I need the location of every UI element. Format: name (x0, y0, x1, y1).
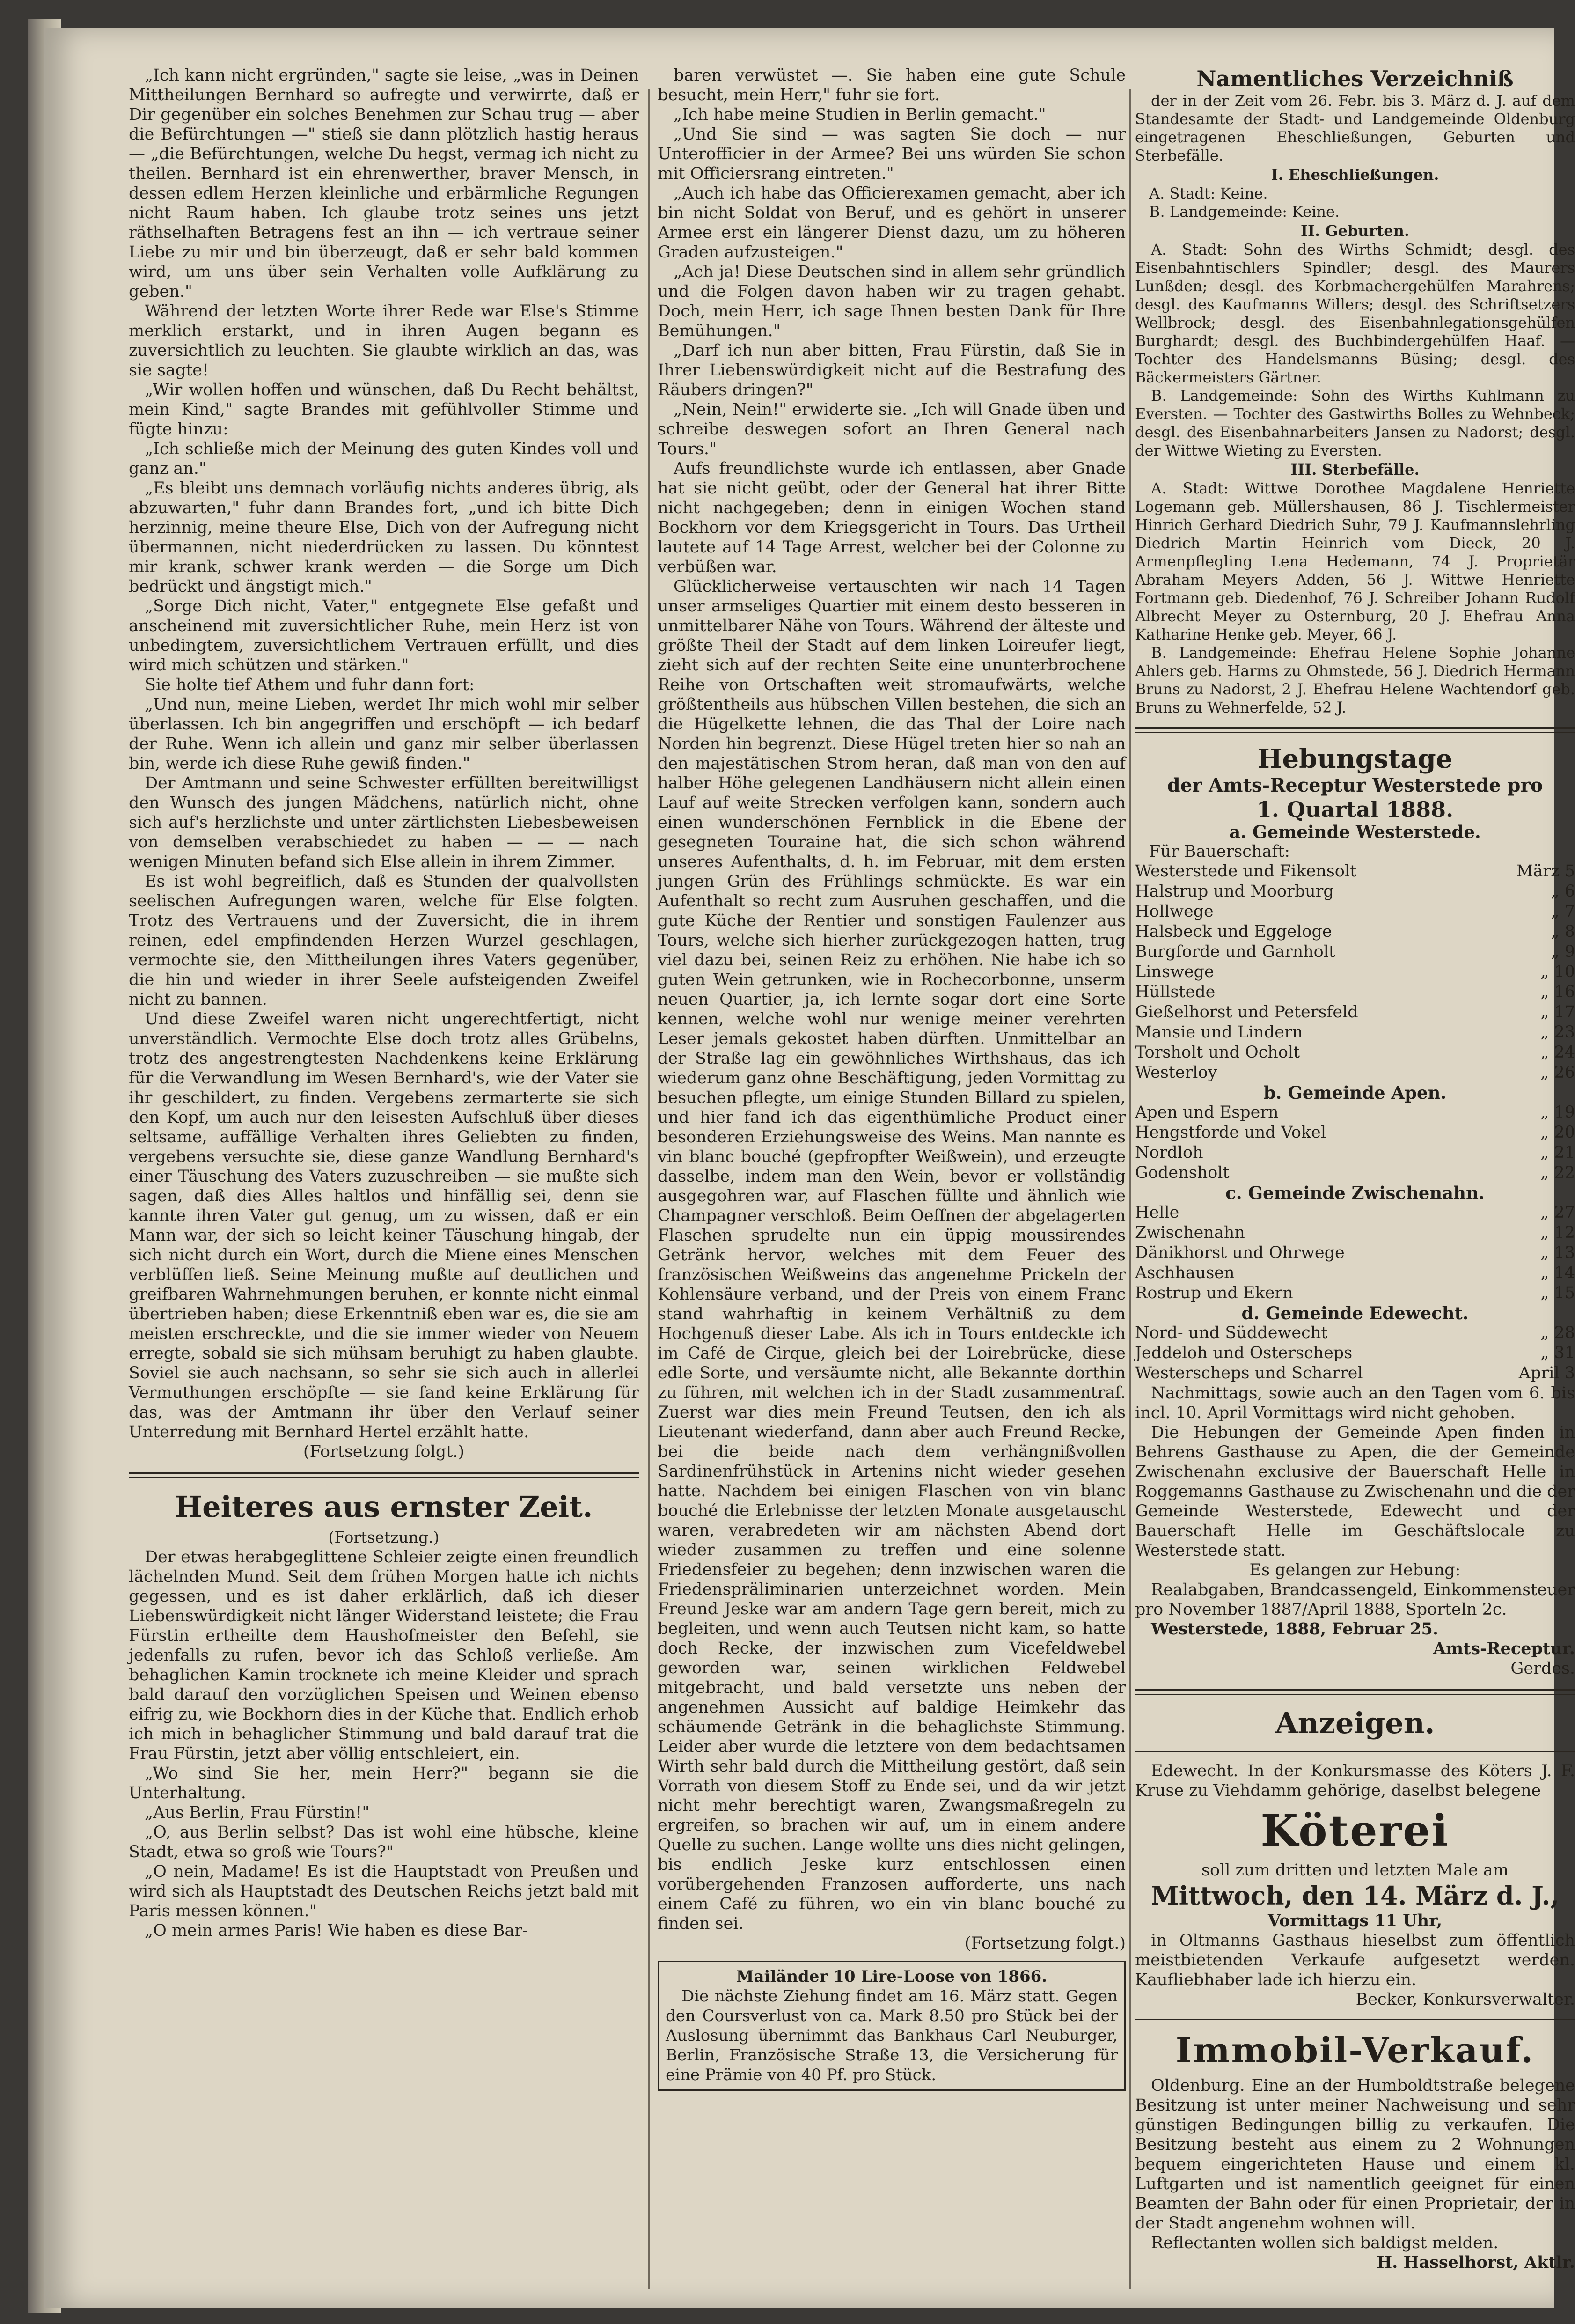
hebung-row-name: Hengstforde und Vokel (1135, 1123, 1326, 1142)
hebung-row-name: Mansie und Lindern (1135, 1023, 1303, 1042)
register-entry: A. Stadt: Sohn des Wirths Schmidt; desgl. des Eisenbahntischlers Spindler; desgl. des Maurers Lunßden; desgl. des Korbmachergehülfen Marahrens; desgl. des Kaufmanns Willers; desgl. des Schriftsetzers Wellbrock; desgl. des Eisenbahnlegationsgehülfen Burghardt; desgl. des Buchbindergehülfen Haaf. — Tochter des Handelsmanns Büsing; desgl. des Bäckermeisters Gärtner. (1135, 241, 1575, 386)
heiteres-paragraph: „Darf ich nun aber bitten, Frau Fürstin, daß Sie in Ihrer Liebenswürdigkeit nicht auf die Bestrafung des Räubers dringen?" (658, 341, 1126, 399)
hebung-row (1135, 942, 1575, 962)
hebung-note: Die Hebungen der Gemeinde Apen finden in Behrens Gasthause zu Apen, die der Gemeinde Zwischenahn exclusive der Bauerschaft Helle in Roggemanns Gasthause zu Zwischenahn und die der Gemeinde Westerstede, Edewecht und der Bauerschaft Helle im Geschäftslocale zu Westerstede statt. (1135, 1423, 1575, 1560)
story-paragraph: „Und nun, meine Lieben, werdet Ihr mich wohl mir selber überlassen. Ich bin angegriffen und erschöpft — ich bedarf der Ruhe. Wenn ich allein und ganz mir selber überlassen bin, werde ich diese Ruhe gewiß finden." (129, 695, 639, 773)
register-section-heading: I. Eheschließungen. (1271, 166, 1439, 184)
hebung-row (1135, 1043, 1575, 1063)
hebung-row-name: Helle (1135, 1203, 1179, 1222)
hebung-row-date: „ 16 (1540, 983, 1575, 1001)
lottery-text: Die nächste Ziehung findet am 16. März statt. Gegen den Coursverlust von ca. Mark 8.50 pro Stück bei der Auslosung übernimmt das Bankhaus Carl Neuburger, Berlin, Französische Straße 13, die Versicherung für eine Prämie von 40 Pf. pro Stück. (666, 1987, 1118, 2084)
hebung-group-heading: c. Gemeinde Zwischenahn. (1225, 1183, 1485, 1203)
koeterei-text: in Oltmanns Gasthaus hieselbst zum öffentlich meistbietenden Verkaufe aufgesetzt werden. Kaufliebhaber lade ich hierzu ein. (1135, 1931, 1575, 1989)
hebung-row (1135, 1223, 1575, 1243)
story-paragraph: „Ich schließe mich der Meinung des guten Kindes voll und ganz an." (129, 440, 639, 478)
register-entry: B. Landgemeinde: Keine. (1149, 203, 1340, 221)
hebung-row-name: Apen und Espern (1135, 1103, 1279, 1122)
hebung-row-name: Aschhausen (1135, 1264, 1235, 1282)
hebung-row-date: „ 7 (1551, 902, 1575, 921)
anzeigen-title: Anzeigen. (1275, 1706, 1435, 1740)
story-paragraph: Es ist wohl begreiflich, daß es Stunden der qualvollsten seelischen Aufregungen waren, welche für Else folgten. Trotz des Vertrauens und der Zuversicht, die in ihrem reinen, edel empfindenden Herzen Wurzel geschlagen, vermochte sie, den Mittheilungen ihres Vaters gegenüber, die hin und wieder in ihrer Seele aufsteigenden Zweifel nicht zu bannen. (129, 872, 639, 1009)
hebung-row-date: „ 24 (1540, 1043, 1575, 1062)
hebung-row (1135, 1002, 1575, 1022)
lottery-notice (658, 1961, 1126, 2091)
hebung-row-date: „ 28 (1540, 1324, 1575, 1342)
koeterei-time: Vormittags 11 Uhr, (1267, 1911, 1443, 1930)
immobil-closing: Reflectanten wollen sich baldigst melden. (1151, 2234, 1499, 2252)
hebung-row-name: Jeddeloh und Osterscheps (1135, 1344, 1353, 1362)
story-paragraph: Und diese Zweifel waren nicht ungerechtfertigt, nicht unverständlich. Vermochte Else doch trotz alles Grübelns, trotz des angestrengtesten Nachdenkens keine Erklärung für die Verwandlung im Wesen Bernhard's, wie der Vater sie ihr geschildert, zu finden. Vergebens zermarterte sie sich den Kopf, um auch nur den leisesten Aufschluß über dieses seltsame, auffällige Verhalten ihres Geliebten zu finden, vergebens versuchte sie, diese ganze Wandlung Bernhard's einer Täuschung des Vaters zuzuschreiben — sie mußte sich sagen, daß dies Alles haltlos und hinfällig sei, denn sie kannte ihren Vater gut genug, um zu wissen, daß er ein Mann war, der sich so leicht keiner Täuschung hingab, der sich nicht durch ein Wort, durch die Miene eines Menschen verblüffen ließ. Seine Meinung mußte auf deutlichen und greifbaren Wahrnehmungen beruhen, er konnte nicht einmal übertrieben haben; diese Erkenntniß eben war es, die sie am meisten erschreckte, und die sie immer wieder von Neuem erregte, sobald sie sich mühsam beruhigt zu haben glaubte. Soviel sie auch nachsann, so sehr sie sich auch in allerlei Vermuthungen erschöpfte — sie fand keine Erklärung für das, was der Amtmann ihr über den Verlauf seiner Unterredung mit Bernhard Hertel erzählt hatte. (129, 1010, 639, 1441)
register-entry: A. Stadt: Keine. (1149, 184, 1268, 202)
hebung-row-name: Westerscheps und Scharrel (1135, 1364, 1363, 1383)
hebung-row (1135, 882, 1575, 902)
heiteres-paragraph: „O nein, Madame! Es ist die Hauptstadt von Preußen und wird sich als Hauptstadt des Deutschen Reichs jetzt bald mit Paris messen können." (129, 1862, 639, 1920)
heiteres-paragraph: „Aus Berlin, Frau Fürstin!" (145, 1803, 370, 1822)
hebung-row-date: „ 27 (1540, 1203, 1575, 1222)
heiteres-paragraph: „Ich habe meine Studien in Berlin gemacht." (674, 105, 1046, 124)
heiteres-paragraph: Der etwas herabgeglittene Schleier zeigte einen freundlich lächelnden Mund. Seit dem frühen Morgen hatte ich nichts gegessen, und es ist daher erklärlich, daß ich dieser Liebenswürdigkeit nicht länger Widerstand leistete; die Frau Fürstin ertheilte dem Haushofmeister den Befehl, sie jedenfalls zu rufen, bevor ich das Schloß verließe. Am behaglichen Kamin trocknete ich meine Kleider und sprach bald darauf den vorzüglichen Speisen und Weinen ebenso eifrig zu, wie Bockhorn dies in der Küche that. Endlich erhob ich mich in behaglicher Stimmung und bald darauf trat die Frau Fürstin, jetzt aber völlig entschleiert, ein. (129, 1548, 639, 1763)
section-divider (1135, 2019, 1575, 2020)
hebung-table (1135, 1103, 1575, 1183)
hebung-row-date: „ 23 (1540, 1023, 1575, 1042)
koeterei-heading: Köterei (1260, 1805, 1450, 1856)
immobil-text: Oldenburg. Eine an der Humboldtstraße belegene Besitzung ist unter meiner Nachweisung und sehr günstigen Bedingungen billig zu verkaufen. Die Besitzung besteht aus einem zu 2 Wohnungen bequem eingerichteten Hause und einem kl. Luftgarten und ist namentlich geeignet für einen Beamten der Bahn oder für einen Proprietair, der in der Stadt angenehm wohnen will. (1135, 2076, 1575, 2233)
heiteres-paragraph: „O, aus Berlin selbst? Das ist wohl eine hübsche, kleine Stadt, etwa so groß wie Tours?" (129, 1823, 639, 1861)
story-paragraph: „Wir wollen hoffen und wünschen, daß Du Recht behältst, mein Kind," sagte Brandes mit gefühlvoller Stimme und fügte hinzu: (129, 381, 639, 439)
hebung-title: Hebungstage (1257, 743, 1453, 774)
hebung-group-heading: b. Gemeinde Apen. (1263, 1082, 1447, 1103)
hebung-row-name: Nord- und Süddewecht (1135, 1324, 1328, 1342)
hebung-row-name: Burgforde und Garnholt (1135, 942, 1335, 961)
hebung-row-date: „ 6 (1551, 882, 1575, 901)
hebung-row-date: „ 19 (1540, 1103, 1575, 1122)
heiteres-paragraph: „Und Sie sind — was sagten Sie doch — nur Unterofficier in der Armee? Bei uns würden Sie schon mit Officiersrang eintreten." (658, 125, 1126, 183)
heiteres-continuation: (Fortsetzung folgt.) (964, 1934, 1126, 1953)
hebung-group-note: Für Bauerschaft: (1149, 842, 1290, 861)
heiteres-paragraph: „O mein armes Paris! Wie haben es diese Bar- (145, 1921, 528, 1940)
hebung-row-date: „ 10 (1540, 963, 1575, 981)
register-entry: B. Landgemeinde: Ehefrau Helene Sophie Johanne Ahlers geb. Harms zu Ohmstede, 56 J. Diedrich Hermann Bruns zu Nadorst, 2 J. Ehefrau Helene Wachtendorf geb. Bruns zu Wehnerfelde, 52 J. (1135, 644, 1575, 716)
hebung-signer-name: Gerdes. (1510, 1659, 1575, 1678)
section-divider (129, 1472, 639, 1478)
koeterei-date: Mittwoch, den 14. März d. J., (1150, 1881, 1560, 1911)
koeterei-signer: Becker, Konkursverwalter. (1355, 1990, 1575, 2009)
hebung-group-heading: a. Gemeinde Westerstede. (1229, 822, 1481, 842)
hebung-row (1135, 1123, 1575, 1143)
hebung-row (1135, 1323, 1575, 1343)
story-paragraph: Während der letzten Worte ihrer Rede war Else's Stimme merklich erstarkt, und in ihren Augen begann es zuversichtlich zu leuchten. Sie glaubte wirklich an das, was sie sagte! (129, 302, 639, 380)
heiteres-paragraph: baren verwüstet —. Sie haben eine gute Schule besucht, mein Herr," fuhr sie fort. (658, 66, 1126, 104)
hebung-row-date: „ 14 (1540, 1264, 1575, 1282)
hebung-row (1135, 1063, 1575, 1083)
hebung-row-date: „ 8 (1551, 922, 1575, 941)
koeterei-line: soll zum dritten und letzten Male am (1201, 1861, 1509, 1880)
hebung-row (1135, 1263, 1575, 1283)
hebung-row (1135, 962, 1575, 982)
hebung-row-name: Nordloh (1135, 1143, 1203, 1162)
hebung-row-name: Torsholt und Ocholt (1135, 1043, 1300, 1062)
newspaper-page (44, 28, 1575, 2308)
hebung-row-name: Halstrup und Moorburg (1135, 882, 1334, 901)
hebung-row-date: „ 31 (1540, 1344, 1575, 1362)
hebung-table (1135, 1203, 1575, 1303)
hebung-row-date: „ 17 (1540, 1003, 1575, 1022)
hebung-row-date: „ 13 (1540, 1243, 1575, 1262)
column-rule (648, 89, 650, 2289)
hebung-row-date: „ 20 (1540, 1123, 1575, 1142)
section-divider (1135, 1689, 1575, 1695)
immobil-signer: H. Hasselhorst, Aktlr. (1377, 2253, 1575, 2272)
hebung-group-heading: d. Gemeinde Edewecht. (1241, 1303, 1469, 1324)
hebung-row-date: „ 15 (1540, 1284, 1575, 1302)
hebung-row (1135, 1343, 1575, 1363)
hebung-row-name: Gießelhorst und Petersfeld (1135, 1003, 1358, 1022)
hebung-note: Es gelangen zur Hebung: (1249, 1561, 1461, 1580)
register-intro: der in der Zeit vom 26. Febr. bis 3. März d. J. auf dem Standesamte der Stadt- und Landgemeinde Oldenburg eingetragenen Eheschließungen, Geburten und Sterbefälle. (1135, 92, 1575, 164)
lottery-heading: Mailänder 10 Lire-Loose von 1866. (736, 1967, 1048, 1986)
story-paragraph: Sie holte tief Athem und fuhr dann fort: (145, 676, 475, 694)
heiteres-paragraph: Aufs freundlichste wurde ich entlassen, aber Gnade hat sie nicht geübt, oder der General hat ihrer Bitte nicht nachgegeben; denn in einigen Wochen stand Bockhorn vor dem Kriegsgericht in Tours. Das Urtheil lautete auf 14 Tage Arrest, welcher bei der Colonne zu verbüßen war. (658, 459, 1126, 576)
heiteres-subtitle: (Fortsetzung.) (328, 1528, 440, 1546)
hebung-row-date: „ 21 (1540, 1143, 1575, 1162)
immobil-heading: Immobil-Verkauf. (1175, 2030, 1535, 2071)
hebung-row-date: März 5 (1516, 862, 1575, 881)
story-paragraph: „Es bleibt uns demnach vorläufig nichts anderes übrig, als abzuwarten," fuhr dann Brandes fort, „und ich bitte Dich herzinnig, meine theure Else, Dich von der Aufregung nicht übermannen, nicht niederdrücken zu lassen. Du könntest mir krank, schwer krank werden — die Sorge um Dich bedrückt und ängstigt mich." (129, 479, 639, 596)
heiteres-paragraph: „Auch ich habe das Officierexamen gemacht, aber ich bin nicht Soldat von Beruf, und es gehört in unserer Armee erst ein längerer Dienst dazu, um zu höheren Graden aufzusteigen." (658, 184, 1126, 262)
hebung-subtitle: der Amts-Receptur Westerstede pro (1167, 774, 1543, 796)
hebung-row-name: Halsbeck und Eggeloge (1135, 922, 1332, 941)
hebung-place-date: Westerstede, 1888, Februar 25. (1151, 1619, 1439, 1639)
register-section-heading: II. Geburten. (1301, 222, 1409, 240)
column-1 (129, 66, 639, 2303)
hebung-quarter: 1. Quartal 1888. (1256, 797, 1454, 822)
column-2 (658, 66, 1126, 2303)
register-section-heading: III. Sterbefälle. (1290, 461, 1420, 478)
hebung-row-name: Zwischenahn (1135, 1223, 1245, 1242)
hebung-row-name: Linswege (1135, 963, 1214, 981)
hebung-table (1135, 1323, 1575, 1383)
hebung-note: Nachmittags, sowie auch an den Tagen vom 6. bis incl. 10. April Vormittags wird nicht gehoben. (1135, 1384, 1575, 1422)
hebung-row-name: Dänikhorst und Ohrwege (1135, 1243, 1345, 1262)
hebung-table (1135, 861, 1575, 1083)
hebung-row (1135, 1022, 1575, 1043)
hebung-row (1135, 1283, 1575, 1303)
heiteres-paragraph: „Wo sind Sie her, mein Herr?" begann sie die Unterhaltung. (129, 1764, 639, 1802)
hebung-note: Realabgaben, Brandcassengeld, Einkommensteuer pro November 1887/April 1888, Sporteln 2c. (1135, 1581, 1575, 1619)
hebung-signer: Amts-Receptur. (1433, 1639, 1575, 1658)
heiteres-paragraph: „Ach ja! Diese Deutschen sind in allem sehr gründlich und die Folgen davon haben wir zu tragen gehabt. Doch, mein Herr, ich sage Ihnen besten Dank für Ihre Bemühungen." (658, 263, 1126, 340)
heiteres-paragraph: „Nein, Nein!" erwiderte sie. „Ich will Gnade üben und schreibe deswegen sofort an Ihren General nach Tours." (658, 400, 1126, 458)
hebung-row-date: „ 9 (1551, 942, 1575, 961)
heiteres-title: Heiteres aus ernster Zeit. (175, 1490, 593, 1524)
register-title: Namentliches Verzeichniß (1196, 66, 1514, 91)
story-text (129, 66, 639, 1462)
story-continuation: (Fortsetzung folgt.) (303, 1442, 465, 1461)
hebung-row-date: „ 26 (1540, 1063, 1575, 1082)
hebung-row-name: Rostrup und Ekern (1135, 1284, 1293, 1302)
hebung-row (1135, 1143, 1575, 1163)
story-paragraph: „Sorge Dich nicht, Vater," entgegnete Else gefaßt und anscheinend mit zuversichtlicher Ruhe, mein Herz ist von unbedingtem, zuversichtlichem Vertrauen erfüllt, und dies wird mich schützen und stärken." (129, 597, 639, 675)
hebung-row-date: April 3 (1518, 1364, 1575, 1383)
hebung-row-name: Westerstede und Fikensolt (1135, 862, 1357, 881)
register-entry: B. Landgemeinde: Sohn des Wirths Kuhlmann zu Eversten. — Tochter des Gastwirths Bolles zu Wehnbeck; desgl. des Eisenbahnarbeiters Jansen zu Nadorst; desgl. der Wittwe Wieting zu Eversten. (1135, 387, 1575, 459)
hebung-row-name: Hüllstede (1135, 983, 1216, 1001)
heiteres-paragraph: Glücklicherweise vertauschten wir nach 14 Tagen unser armseliges Quartier mit einem desto besseren in unmittelbarer Nähe von Tours. Während der älteste und größte Theil der Stadt auf dem linken Loireufer liegt, zieht sich auf der rechten Seite eine ununterbrochene Reihe von Ortschaften weit stromaufwärts, welche größtentheils aus hübschen Villen bestehen, die sich an die Hügelkette lehnen, die das Thal der Loire nach Norden hin begrenzt. Diese Hügel treten hier so nah an den majestätischen Strom heran, daß man von den auf halber Höhe gelegenen Landhäusern nicht allein einen Lauf auf weite Strecken verfolgen kann, sondern auch einen wunderschönen Fernblick in die Ebene der gesegneten Touraine hat, die sich schon während unseres Aufenthalts, d. h. im Februar, mit dem ersten jungen Grün des Frühlings schmückte. Es war ein Aufenthalt so recht zum Ausruhen geschaffen, und die gute Küche der Rentier und sonstigen Faulenzer aus Tours, welche sich hierher zurückgezogen hatten, trug viel dazu bei, seinen Reiz zu erhöhen. Nie habe ich so guten Wein getrunken, wie in Rochecorbonne, unserm neuen Quartier, ja, ich lernte sogar dort eine Sorte kennen, welche wohl nur wenige meiner verehrten Leser jemals gekostet haben dürften. Unmittelbar an der Straße lag ein gewöhnliches Wirthshaus, das ich wiederum ganz ohne Beschäftigung, jeden Vormittag zu besuchen pflegte, um einige Stunden Billard zu spielen, und hier fand ich das eigenthümliche Product einer besonderen Erziehungsweise des Weins. Man nannte es vin blanc bouché (gepfropfter Weißwein), und erzeugte dasselbe, indem man den Wein, bevor er vollständig ausgegohren war, auf Flaschen füllte und ähnlich wie Champagner verschloß. Beim Oeffnen der abgelagerten Flaschen sprudelte nun ein üppig moussirendes Getränk hervor, welches mit dem Feuer des französischen Weißweins das angenehme Prickeln der Kohlensäure verband, und der Preis von einem Franc stand wahrhaftig in keinem Verhältniß zu dem Hochgenuß dieser Labe. Als ich in Tours entdeckte ich im Café de Cirque, gleich bei der Loirebrücke, diese edle Sorte, und versäumte nicht, alle Bekannte dorthin zu führen, mit welchen ich in der Stadt zusammentraf. Zuerst war dies mein Freund Teutsen, den ich als Lieutenant wiederfand, dann aber auch Freund Recke, bei die beide nach dem verhängnißvollen Sardinenfrühstück in Artenins nicht wieder gesehen hatte. Nachdem bei einigen Flaschen von vin blanc bouché die Erlebnisse der letzten Monate ausgetauscht waren, verabredeten wir am nächsten Abend dort wieder zusammen zu treffen und eine solenne Friedensfeier zu begehen; denn inzwischen waren die Friedenspräliminarien unterzeichnet worden. Mein Freund Jeske war am andern Tage gern bereit, mich zu begleiten, und wenn auch Teutsen nicht kam, so hatte doch Recke, der inzwischen zum Vicefeldwebel geworden war, seinen wirklichen Feldwebel mitgebracht, und bald versetzte uns neben der angenehmen Aussicht auf baldige Heimkehr das schäumende Getränk in die behaglichste Stimmung. Leider aber wurde die letztere von dem bedachtsamen Wirth sehr bald durch die Mittheilung gestört, daß sein Vorrath von diesem Stoff zu Ende sei, und da wir jetzt nicht mehr berechtigt waren, Zwangsmaßregeln zu ergreifen, so brachen wir auf, um in einem andere Quelle zu suchen. Lange wollte uns dies nicht gelingen, bis endlich Jeske kurz entschlossen einen vorübergehenden Franzosen aufforderte, uns nach einem Café zu führen, wo ein vin blanc bouché zu finden sei. (658, 577, 1126, 1933)
story-paragraph: „Ich kann nicht ergründen," sagte sie leise, „was in Deinen Mittheilungen Bernhard so aufregte und verwirrte, daß er Dir gegenüber ein solches Benehmen zur Schau trug — aber die Befürchtungen —" stieß sie dann plötzlich hastig heraus — „die Befürchtungen, welche Du hegst, vermag ich nicht zu theilen. Bernhard ist ein ehrenwerther, braver Mensch, in dessen edlem Herzen kleinliche und erbärmliche Regungen nicht Raum haben. Ich glaube trotz seines uns jetzt räthselhaften Betragens fest an ihn — ich vertraue seiner Liebe zu mir und bin überzeugt, daß er sehr bald kommen wird, um uns über sein Verhalten volle Aufklärung zu geben." (129, 66, 639, 301)
hebung-row-date: „ 22 (1540, 1163, 1575, 1182)
register-entry: A. Stadt: Wittwe Dorothee Magdalene Henriette Logemann geb. Müllershausen, 86 J. Tischlermeister Hinrich Gerhard Diedrich Suhr, 79 J. Kaufmannslehrling Diedrich Martin Heinrich vom Dieck, 20 J. Armenpflegling Lena Hedemann, 74 J. Proprietär Abraham Meyers Adden, 56 J. Wittwe Henriette Fortmann geb. Diedenhof, 76 J. Schreiber Johann Rudolf Albrecht Meyer zu Osternburg, 20 J. Ehefrau Anna Katharine Henke geb. Meyer, 66 J. (1135, 479, 1575, 643)
hebung-row (1135, 902, 1575, 922)
hebung-row (1135, 922, 1575, 942)
koeterei-intro: Edewecht. In der Konkursmasse des Köters J. F. Kruse zu Viehdamm gehörige, daselbst belegene (1135, 1762, 1575, 1800)
hebung-row-date: „ 12 (1540, 1223, 1575, 1242)
hebung-row (1135, 1163, 1575, 1183)
section-divider (1135, 727, 1575, 733)
hebung-row-name: Hollwege (1135, 902, 1214, 921)
hebung-row (1135, 861, 1575, 882)
hebung-row-name: Westerloy (1135, 1063, 1217, 1082)
hebung-row-name: Godensholt (1135, 1163, 1230, 1182)
column-3 (1135, 66, 1575, 2303)
story-paragraph: Der Amtmann und seine Schwester erfüllten bereitwilligst den Wunsch des jungen Mädchens, natürlich nicht, ohne sich auf's herzlichste und unter zärtlichsten Liebesbeweisen von demselben verabschiedet zu haben — — — nach wenigen Minuten befand sich Else allein in ihrem Zimmer. (129, 774, 639, 871)
hebung-row (1135, 1203, 1575, 1223)
hebung-row (1135, 982, 1575, 1002)
hebung-row (1135, 1103, 1575, 1123)
column-rule (1129, 89, 1131, 2289)
section-divider (1135, 1751, 1575, 1752)
hebung-row (1135, 1363, 1575, 1383)
hebung-row (1135, 1243, 1575, 1263)
